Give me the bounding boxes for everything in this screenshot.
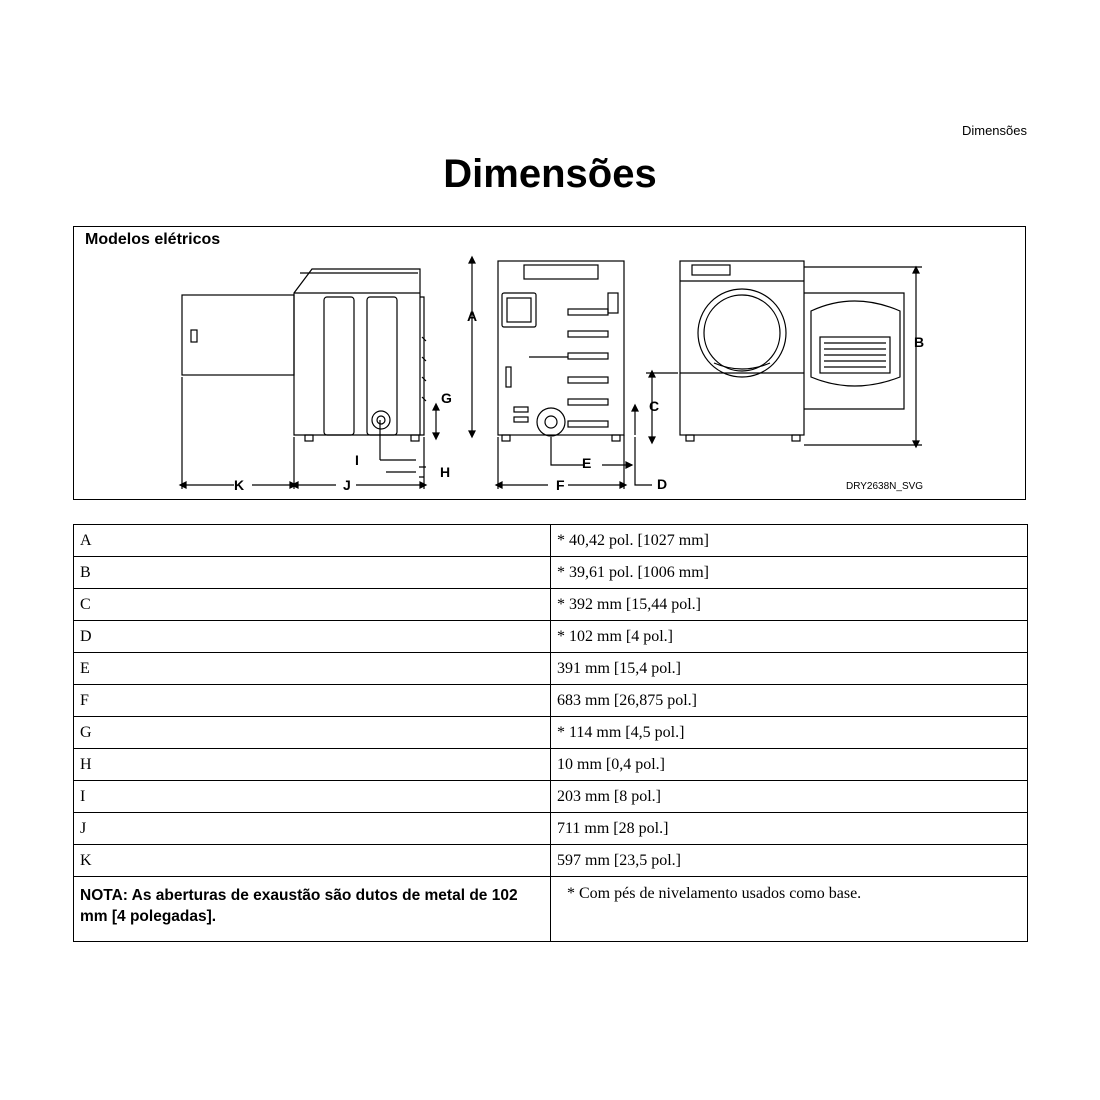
dim-key: G [74,717,551,749]
table-row [74,589,1028,621]
dim-value: 597 mm [23,5 pol.] [551,845,1028,877]
table-row [74,717,1028,749]
dim-value: * 114 mm [4,5 pol.] [551,717,1028,749]
dim-key: C [74,589,551,621]
dim-label-j: J [343,477,351,493]
dim-value: * 39,61 pol. [1006 mm] [551,557,1028,589]
page-title: Dimensões [443,152,657,196]
dim-label-e: E [582,455,592,471]
table-row [74,621,1028,653]
dim-label-b: B [914,334,925,350]
side-view-drawing [180,257,478,489]
dimensions-table [73,524,1028,942]
dim-value: 203 mm [8 pol.] [551,781,1028,813]
dim-key: H [74,749,551,781]
dim-key: J [74,813,551,845]
dim-label-k: K [234,477,245,493]
dryer-drawings [74,227,1024,499]
dim-key: K [74,845,551,877]
dimensions-figure [73,226,1026,500]
dim-label-f: F [556,477,565,493]
running-header: Dimensões [961,123,1027,138]
dim-label-g: G [441,390,452,406]
table-row [74,845,1028,877]
table-row [74,781,1028,813]
dim-key: E [74,653,551,685]
dim-key: I [74,781,551,813]
dim-value: 683 mm [26,875 pol.] [551,685,1028,717]
front-view-drawing [680,261,925,447]
table-row [74,525,1028,557]
dim-label-c: C [649,398,660,414]
dim-value: 711 mm [28 pol.] [551,813,1028,845]
dim-label-a: A [467,308,478,324]
table-row [74,749,1028,781]
dim-value: 391 mm [15,4 pol.] [551,653,1028,685]
dim-label-h: H [440,464,451,480]
dim-key: B [74,557,551,589]
dim-value: 10 mm [0,4 pol.] [551,749,1028,781]
dim-label-i: I [355,452,359,468]
dim-key: F [74,685,551,717]
dim-value: * 102 mm [4 pol.] [551,621,1028,653]
table-row [74,685,1028,717]
dim-label-d: D [657,476,668,492]
table-row [74,653,1028,685]
dim-value: * 40,42 pol. [1027 mm] [551,525,1028,557]
dim-value: * 392 mm [15,44 pol.] [551,589,1028,621]
dim-key: A [74,525,551,557]
figure-id: DRY2638N_SVG [846,481,924,492]
table-row [74,813,1028,845]
table-row [74,557,1028,589]
exhaust-note: NOTA: As aberturas de exaustão são dutos de metal de 102 mm [4 polegadas]. [74,877,551,942]
note-row [74,877,1028,942]
leveling-footnote: * Com pés de nivelamento usados como base. [551,877,1028,942]
dim-key: D [74,621,551,653]
figure-caption: Modelos elétricos [85,231,221,248]
